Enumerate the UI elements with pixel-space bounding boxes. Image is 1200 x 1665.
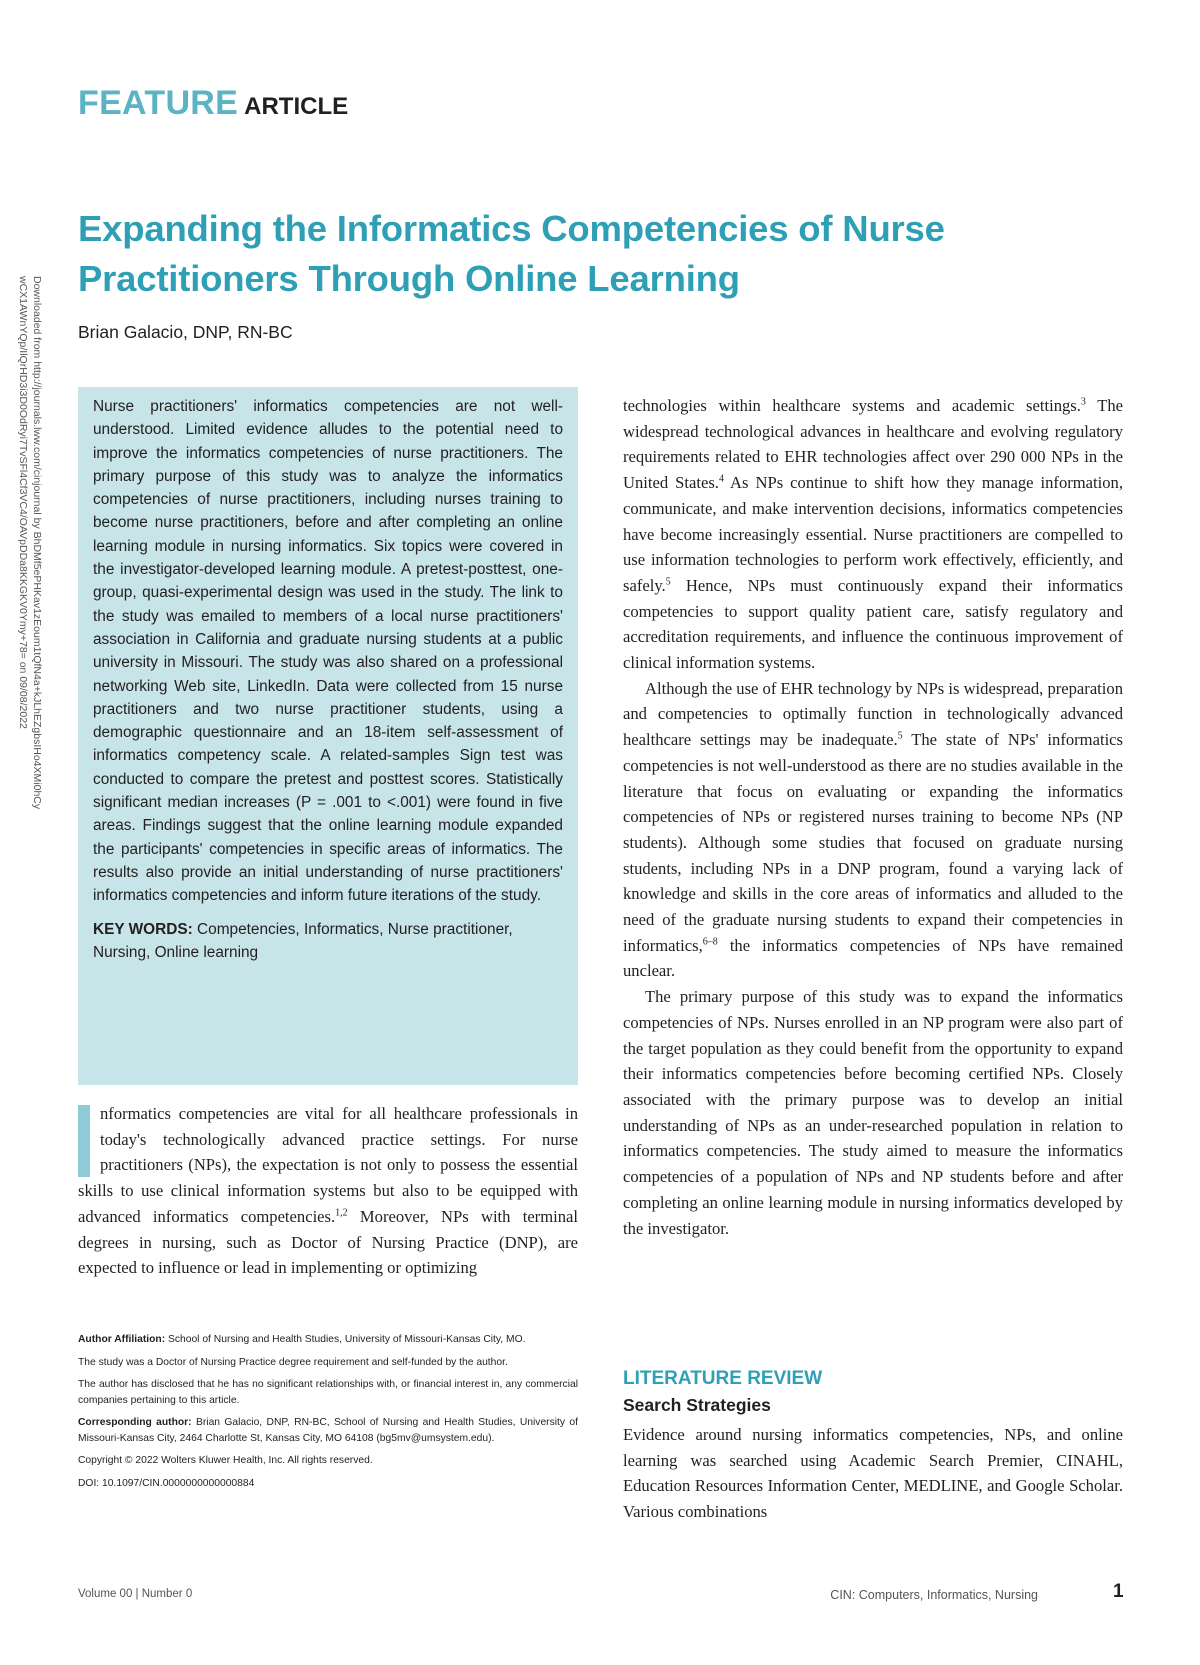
body-column-right [623, 393, 1123, 1241]
paragraph-text: the informatics competencies of NPs have remained unclear. [623, 935, 1123, 981]
corresponding-label: Corresponding author: [78, 1417, 192, 1428]
intro-paragraph [78, 1101, 578, 1281]
citation: 1,2 [335, 1207, 348, 1219]
paragraph-2 [623, 676, 1123, 984]
section-label-article: ARTICLE [244, 93, 349, 120]
affiliation-label: Author Affiliation: [78, 1334, 166, 1345]
author-byline: Brian Galacio, DNP, RN-BC [78, 322, 293, 342]
literature-paragraph: Evidence around nursing informatics competencies, NPs, and online learning was searched using Academic Search Premier, CINAHL, Education Resources Information Center, MEDLINE, and Google Scholar. Various combinations [623, 1425, 1123, 1522]
paragraph-3: The primary purpose of this study was to expand the informatics competencies of NPs. Nurses enrolled in an NP program were also part of the target population as they could benefit from the opportunity to expand their informatics competencies before becoming certified NPs. Closely associated with the primary purpose was to develop an initial understanding of NPs as an under-researched population in relation to informatics competencies. The study aimed to measure the informatics competencies of a population of NPs and NP students before and after completing an online learning module in nursing informatics developed by the investigator. [623, 987, 1123, 1238]
corresponding-author [78, 1415, 578, 1446]
keywords [93, 918, 563, 965]
citation: 4 [718, 473, 724, 485]
download-watermark: Downloaded from http://journals.lww.com/cinjournal by BhDMf5ePHKav1zEoum1tQfN4a+kJLhEZgbsIHo4XMi0hCy wCX1AWnYQp/IlQrHD3i3D0OdRyi7TvSFl4Cf3VC4/OAVpDDa8KKGKV0Ymy+78= on 09/08/2022 [17, 276, 43, 810]
intro-text-2: Moreover, NPs with terminal degrees in nursing, such as Doctor of Nursing Practice (DNP), are expected to influence or lead in implementing or optimizing [78, 1206, 578, 1278]
footer-volume: Volume 00 | Number 0 [78, 1588, 193, 1600]
literature-text-block [623, 1422, 1123, 1525]
keywords-label: KEY WORDS: [93, 920, 193, 938]
paragraph-1 [623, 393, 1123, 676]
citation: 5 [897, 730, 903, 742]
article-title: Expanding the Informatics Competencies of Nurse Practitioners Through Online Learning [78, 208, 945, 299]
funding-note: The study was a Doctor of Nursing Practice degree requirement and self-funded by the author. [78, 1356, 508, 1368]
affiliation-text: School of Nursing and Health Studies, University of Missouri-Kansas City, MO. [165, 1334, 526, 1345]
paragraph-text: Hence, NPs must continuously expand their informatics competencies to support quality patient care, satisfy regulatory and accreditation requirements, and influence the continuous improvement of clinical information systems. [623, 575, 1123, 673]
page-number: 1 [1113, 1581, 1124, 1602]
citation: 6–8 [702, 936, 718, 948]
paragraph-text: technologies within healthcare systems and academic settings. [623, 396, 1081, 415]
author-affiliation-block [78, 1332, 578, 1498]
intro-text: nformatics competencies are vital for all healthcare professionals in today's technologically advanced practice settings. For nurse practitioners (NPs), the expectation is not only to possess the essential skills to use clinical information systems but also to be equipped with advanced informatics competencies. [78, 1104, 578, 1226]
paragraph-text: The widespread technological advances in healthcare and evolving regulatory requirements related to EHR technologies affect over 290 000 NPs in the United States. [623, 396, 1123, 493]
citation: 5 [665, 576, 671, 588]
paragraph-text: As NPs continue to shift how they manage information, communicate, and make intervention decisions, informatics competencies have become increasingly essential. Nurse practitioners are compelled to use information technologies to perform work effectively, efficiently, and safely. [623, 473, 1123, 595]
doi: DOI: 10.1097/CIN.0000000000000884 [78, 1477, 255, 1489]
subheading-search-strategies: Search Strategies [623, 1395, 771, 1415]
abstract-text: Nurse practitioners' informatics competencies are not well-understood. Limited evidence alludes to the potential need to improve the informatics competencies of nurse practitioners. The primary purpose of this study was to analyze the informatics competencies of nurse practitioners, including nurses training to become nurse practitioners, before and after completing an online learning module in nursing informatics. Six topics were covered in the investigator-developed learning module. A pretest-posttest, one-group, quasi-experimental design was used in the study. The link to the study was emailed to members of a local nurse practitioners' association in California and graduate nursing students at a public university in Missouri. The study was also shared on a professional networking Web site, LinkedIn. Data were collected from 15 nurse practitioners and two nurse practitioner students, using a demographic questionnaire and an 18-item self-assessment of informatics competency scale. A related-samples Sign test was conducted to compare the pretest and posttest scores. Statistically significant median increases (P = .001 to <.001) were found in five areas. Findings suggest that the online learning module expanded the participants' competencies in specific areas of informatics. The results also provide an initial understanding of nurse practitioners' informatics competencies and inform future iterations of the study. [93, 398, 563, 905]
drop-cap-bar [78, 1105, 90, 1177]
section-label [78, 86, 348, 120]
keywords-list: Competencies, Informatics, Nurse practitioner, Nursing, Online learning [93, 920, 513, 961]
disclosure-note: The author has disclosed that he has no significant relationships with, or financial interest in, any commercial companies pertaining to this article. [78, 1379, 578, 1406]
body-column-left [78, 1101, 578, 1281]
footer-journal-name: CIN: Computers, Informatics, Nursing [830, 1588, 1038, 1602]
section-heading-literature-review: LITERATURE REVIEW [623, 1368, 823, 1389]
abstract-box [78, 387, 578, 1085]
affiliation [78, 1332, 578, 1348]
copyright: Copyright © 2022 Wolters Kluwer Health, Inc. All rights reserved. [78, 1455, 373, 1466]
corresponding-text: Brian Galacio, DNP, RN-BC, School of Nursing and Health Studies, University of Missouri-Kansas City, 2464 Charlotte St, Kansas City, MO 64108 (bg5mv@umsystem.edu). [78, 1417, 578, 1444]
section-label-feature: FEATURE [78, 84, 239, 122]
paragraph-text: The state of NPs' informatics competencies is not well-understood as there are no studies available in the literature that focus on evaluating or expanding the informatics competencies of NPs or registered nurses training to become NPs (NP students). Although some studies that focused on graduate nursing students, including NPs in a DNP program, found a varying lack of knowledge and skills in the core areas of informatics and alluded to the need of the graduate nursing students to expand their competencies in informatics, [623, 730, 1123, 955]
paragraph-text: Although the use of EHR technology by NPs is widespread, preparation and competencies to optimally function in technologically advanced healthcare settings may be inadequate. [623, 678, 1123, 750]
citation: 3 [1080, 396, 1086, 408]
